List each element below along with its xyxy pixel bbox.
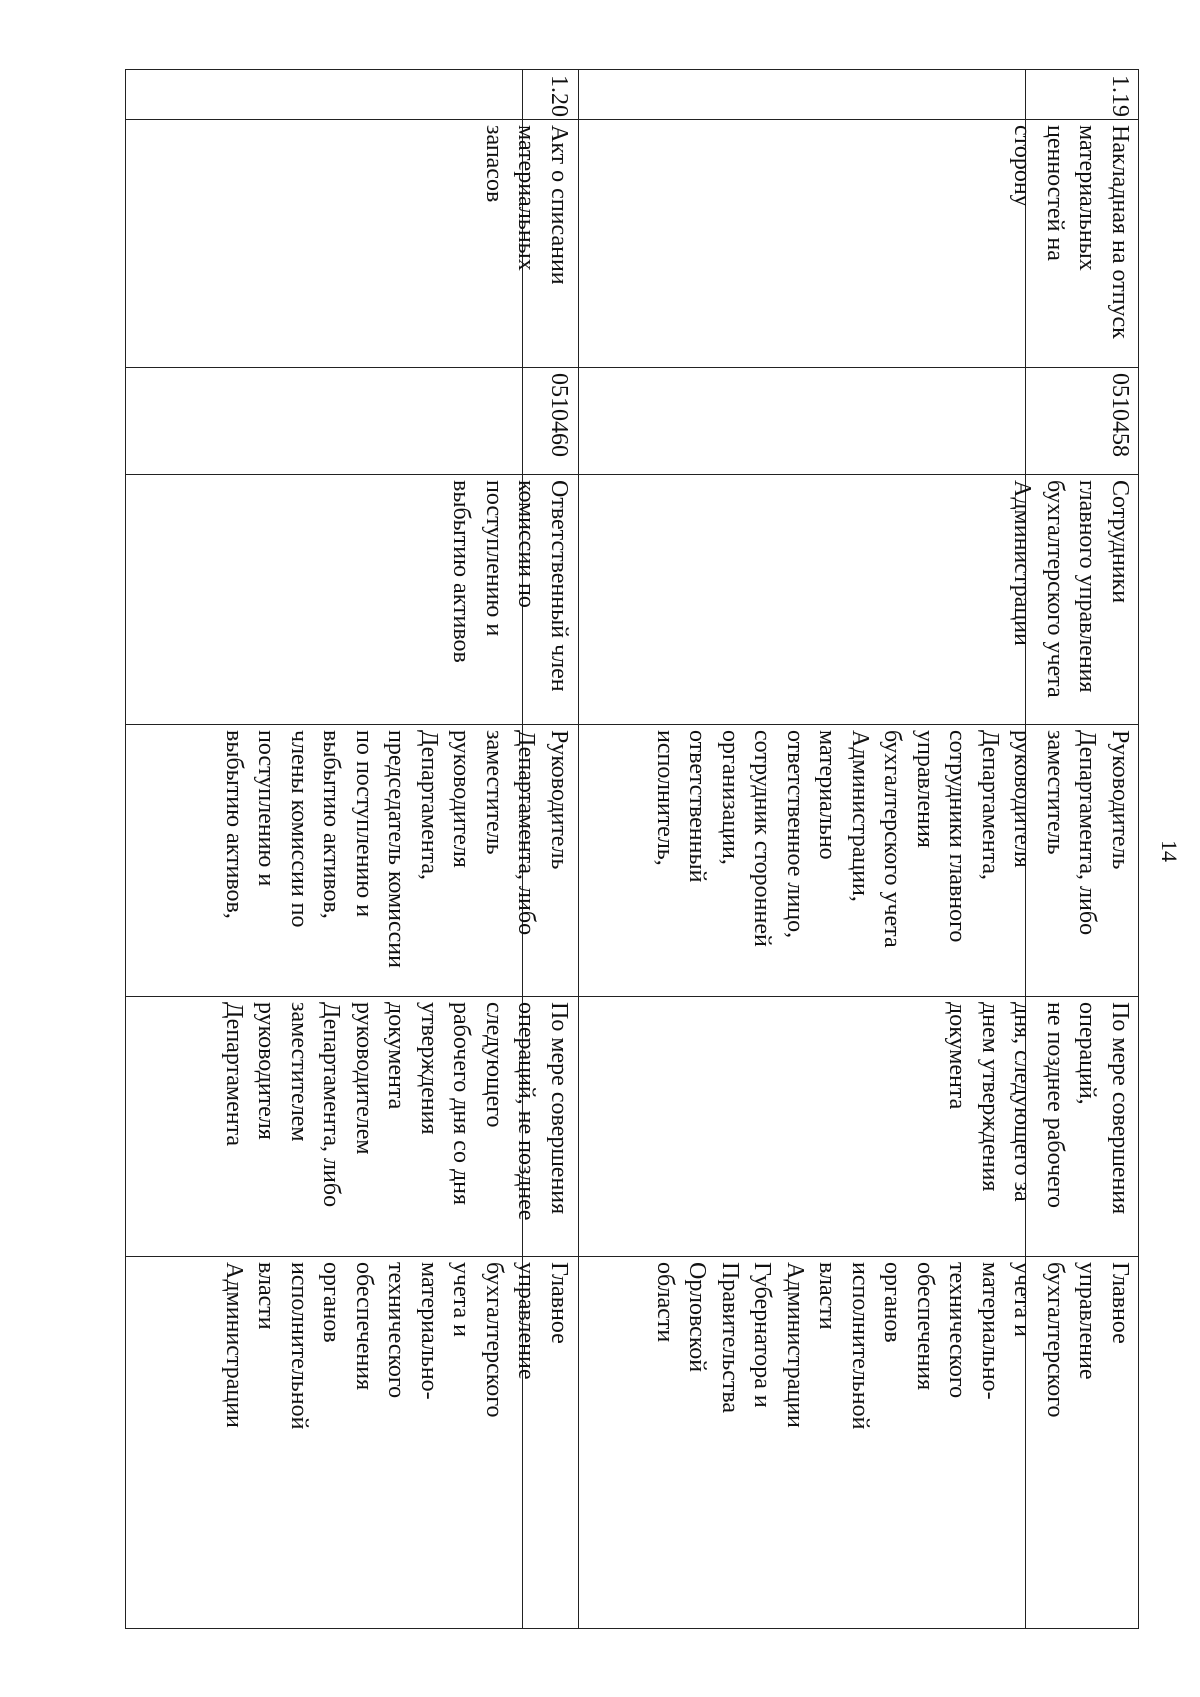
recipient: Главное управление бухгалтерского учета и материально- технического обеспечения органов исполнительной власти Администрации — [221, 1262, 572, 1430]
row-1-19-recipient-cell — [578, 1256, 1139, 1629]
row-1-19-num-cell — [1025, 69, 1139, 119]
form-code: 0510460 — [546, 373, 572, 457]
form-code: 0510458 — [1107, 373, 1133, 457]
document-name: Акт о списании материальных запасов — [481, 125, 572, 285]
responsible: Сотрудники главного управления бухгалтерского учета Администрации — [1009, 480, 1133, 698]
responsible: Ответственный член комиссии по поступлению и выбытию активов — [448, 480, 572, 692]
row-1-20-responsible-cell — [125, 474, 578, 724]
row-1-19-responsible-cell — [578, 474, 1139, 724]
signers: Руководитель Департамента, либо заместитель руководителя Департамента, председатель комиссии по поступлению и выбытию активов, члены комиссии по поступлению и выбытию активов, — [221, 730, 572, 968]
row-1-20-term-cell — [125, 996, 578, 1256]
row-number: 1.20 — [546, 75, 572, 117]
row-1-20-num-cell — [522, 69, 578, 119]
term: По мере совершения операций, не позднее рабочего дня, следующего за днем утверждения документа — [944, 1002, 1133, 1215]
term: По мере совершения операций, не позднее следующего рабочего дня со дня утверждения документа руководителем Департамента, либо заместителем руководителя Департамента — [221, 1002, 572, 1221]
row-1-20-recipient-cell — [125, 1256, 578, 1629]
recipient: Главное управление бухгалтерского учета и материально- технического обеспечения органов исполнительной власти Администрации Губернатора и Правительства Орловской области — [652, 1262, 1133, 1430]
row-1-19-name-cell — [578, 119, 1139, 367]
document-name: Накладная на отпуск материальных ценностей на сторону — [1009, 125, 1133, 339]
signers: Руководитель Департамента, либо заместитель руководителя Департамента, сотрудники главного управления бухгалтерского учета Администрации, материально ответственное лицо, сотрудник сторонней организации, ответственный исполнитель, — [652, 730, 1133, 948]
records-table — [125, 69, 1139, 1629]
row-1-20-name-cell — [125, 119, 578, 367]
row-1-19-signers-cell — [578, 724, 1139, 996]
row-1-19-term-cell — [578, 996, 1139, 1256]
row-1-20-signers-cell — [125, 724, 578, 996]
row-number: 1.19 — [1107, 75, 1133, 117]
page-number: 14 — [1157, 840, 1182, 862]
row-1-20-code-cell — [125, 367, 578, 474]
row-1-19-code-cell — [578, 367, 1139, 474]
